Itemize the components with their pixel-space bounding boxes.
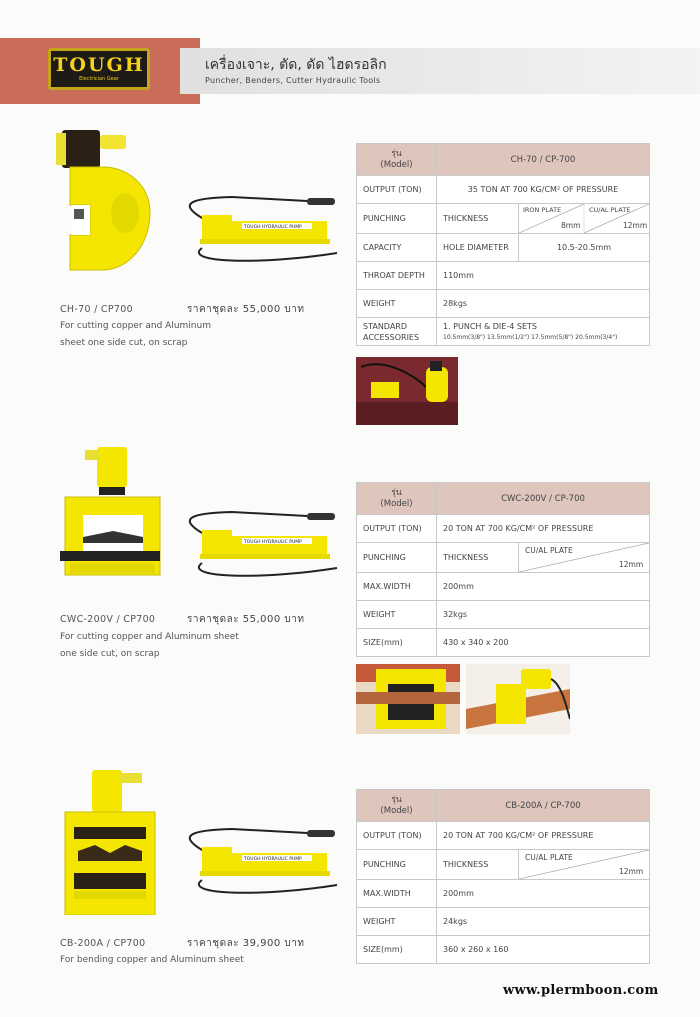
logo-text: TOUGH [53,54,145,76]
weight-value: 24kgs [437,908,650,936]
cwc200v-desc-line1: For cutting copper and Aluminum sheet [60,632,239,642]
throat-value: 110mm [437,262,650,290]
size-value: 430 x 340 x 200 [437,629,650,657]
acc-value2: 10.5mm(3/8") 13.5mm(1/2") 17.5mm(5/8") 20.5mm(3/4") [443,333,618,341]
punching-values-cell [519,850,650,880]
ch70-desc-line2: sheet one side cut, on scrap [60,338,188,348]
output-value: 35 TON AT 700 KG/CM² OF PRESSURE [437,176,650,204]
table-row [357,515,650,543]
acc-label2: ACCESSORIES [363,332,420,342]
model-label-en: (Model) [380,159,413,170]
table-header-row [357,144,650,176]
model-value: CB-200A / CP-700 [437,790,650,822]
page-title-english: Puncher, Benders, Cutter Hydraulic Tools [205,76,381,85]
pump-label: TOUGH HYDRAULIC PUMP [244,225,302,230]
capacity-label: CAPACITY [357,234,437,262]
output-label: OUTPUT (TON) [357,515,437,543]
output-value: 20 TON AT 700 KG/CM² OF PRESSURE [437,515,650,543]
capacity-value: 10.5-20.5mm [519,234,650,262]
logo-subtitle: Electrician Gear [79,76,119,82]
table-row [357,601,650,629]
model-value: CWC-200V / CP-700 [437,483,650,515]
table-row [357,290,650,318]
size-value: 360 x 260 x 160 [437,936,650,964]
model-label-th: รุ่น [391,794,402,805]
cual-plate-value: 12mm [623,221,648,230]
table-row [357,204,650,234]
ch70-hydraulic-pump-image [172,193,342,263]
model-label-th: รุ่น [391,487,402,498]
cb200a-price: ราคาชุดละ 39,900 บาท [187,938,305,949]
cwc200v-hydraulic-pump-image [172,508,342,578]
width-label: MAX.WIDTH [357,880,437,908]
punching-values-cell [519,543,650,573]
table-header-row [357,483,650,515]
table-row [357,850,650,880]
width-value: 200mm [437,880,650,908]
ch70-price: ราคาชุดละ 55,000 บาท [187,304,305,315]
tough-logo [48,48,150,90]
accessories-label-cell [357,318,437,346]
model-value: CH-70 / CP-700 [437,144,650,176]
punching-thickness: THICKNESS [437,204,519,234]
throat-label: THROAT DEPTH [357,262,437,290]
iron-plate-label: IRON PLATE [523,206,562,214]
cual-plate-value: 12mm [619,560,644,569]
table-row [357,234,650,262]
model-label-en: (Model) [380,805,413,816]
table-header-row [357,790,650,822]
table-row [357,318,650,346]
capacity-sub: HOLE DIAMETER [437,234,519,262]
cb200a-bender-image [60,765,160,915]
weight-label: WEIGHT [357,908,437,936]
weight-label: WEIGHT [357,601,437,629]
punching-thickness: THICKNESS [437,850,519,880]
cwc200v-price: ราคาชุดละ 55,000 บาท [187,614,305,625]
accessories-value-cell [437,318,650,346]
punching-label: PUNCHING [357,204,437,234]
punching-label: PUNCHING [357,850,437,880]
cb200a-model: CB-200A / CP700 [60,938,146,949]
punching-values-cell [519,204,650,234]
cwc200v-model: CWC-200V / CP700 [60,614,156,625]
pump-label: TOUGH HYDRAULIC PUMP [244,540,302,545]
punching-label: PUNCHING [357,543,437,573]
table-row [357,573,650,601]
table-row [357,629,650,657]
cwc200v-spec-table [356,482,650,657]
iron-plate-value: 8mm [561,221,581,230]
cwc200v-desc-line2: one side cut, on scrap [60,649,160,659]
model-label-cell [357,144,437,176]
ch70-spec-table [356,143,650,346]
cb200a-desc-line1: For bending copper and Aluminum sheet [60,955,244,965]
output-label: OUTPUT (TON) [357,176,437,204]
table-row [357,936,650,964]
page-title-thai: เครื่องเจาะ, ตัด, ดัด ไฮดรอลิก [205,57,387,73]
model-label-cell [357,790,437,822]
ch70-model: CH-70 / CP700 [60,304,133,315]
table-row [357,908,650,936]
weight-label: WEIGHT [357,290,437,318]
model-label-cell [357,483,437,515]
ch70-puncher-image [50,125,165,275]
cwc200v-usage-photo-1 [356,664,460,734]
size-label: SIZE(mm) [357,936,437,964]
cual-plate-label: CU/AL PLATE [525,546,573,555]
width-value: 200mm [437,573,650,601]
size-label: SIZE(mm) [357,629,437,657]
table-row [357,262,650,290]
cb200a-spec-table [356,789,650,964]
cual-plate-label: CU/AL PLATE [589,206,631,214]
table-row [357,176,650,204]
weight-value: 28kgs [437,290,650,318]
table-row [357,822,650,850]
weight-value: 32kgs [437,601,650,629]
width-label: MAX.WIDTH [357,573,437,601]
output-value: 20 TON AT 700 KG/CM² OF PRESSURE [437,822,650,850]
cb200a-hydraulic-pump-image [172,825,342,895]
website-url[interactable]: www.plermboon.com [503,983,659,998]
cwc200v-usage-photo-2 [466,664,570,734]
model-label-en: (Model) [380,498,413,509]
acc-value1: 1. PUNCH & DIE-4 SETS [443,321,537,331]
model-label-th: รุ่น [391,148,402,159]
cual-plate-label: CU/AL PLATE [525,853,573,862]
output-label: OUTPUT (TON) [357,822,437,850]
table-row [357,880,650,908]
cwc200v-cutter-image [55,445,170,585]
acc-label1: STANDARD [363,321,408,331]
ch70-usage-photo [356,357,458,425]
header [0,38,700,104]
pump-label: TOUGH HYDRAULIC PUMP [244,857,302,862]
ch70-desc-line1: For cutting copper and Aluminum [60,321,211,331]
table-row [357,543,650,573]
cual-plate-value: 12mm [619,867,644,876]
punching-thickness: THICKNESS [437,543,519,573]
